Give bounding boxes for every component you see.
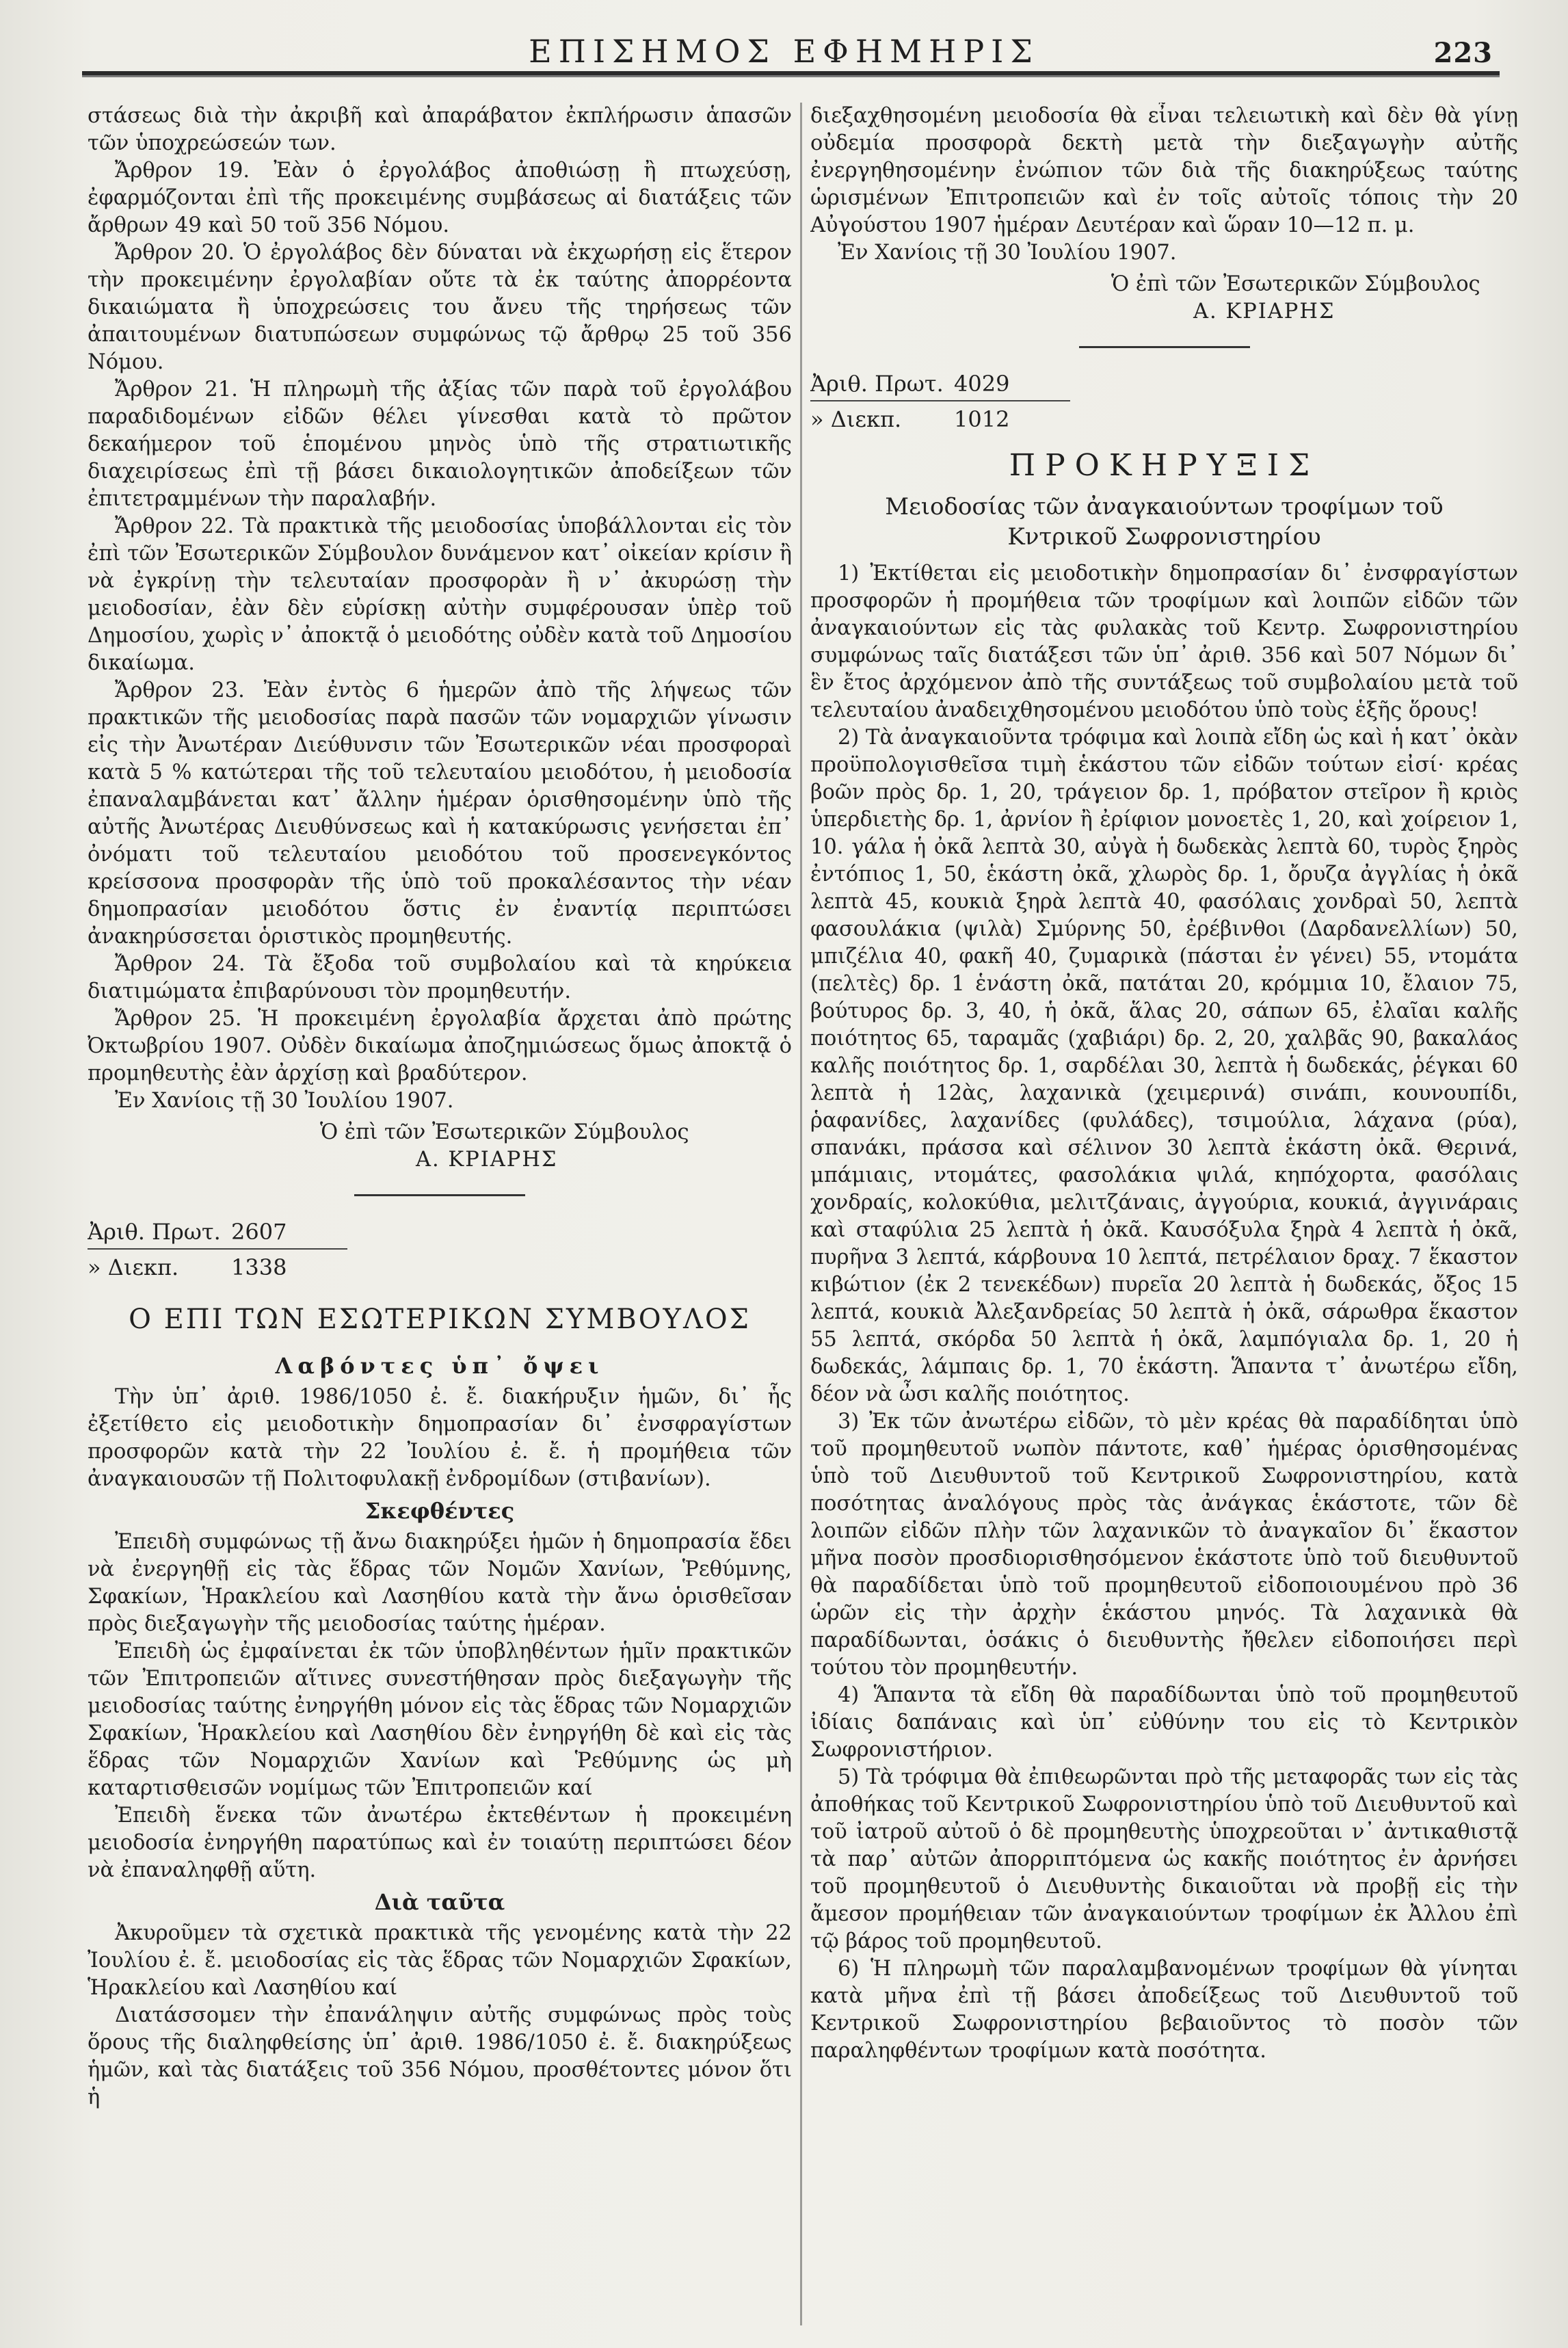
paragraph: Ἐπειδὴ συμφώνως τῇ ἄνω διακηρύξει ἡμῶν ἡ δημοπρασία ἔδει νὰ ἐνεργηθῇ εἰς τὰς ἕδρας τῶν Νομῶν Χανίων, Ῥεθύμνης, Σφακίων, Ἡρακλείου καὶ Λασηθίου κατὰ τὴν ἄνω ὁρισθεῖσαν πρὸς διεξαγωγὴν τῆς μειοδοσίας ταύτης ἡμέραν. [88, 1530, 792, 1636]
paragraph: Ἐπειδὴ ὡς ἐμφαίνεται ἐκ τῶν ὑποβληθέντων ἡμῖν πρακτικῶν τῶν Ἐπιτροπειῶν αἵτινες συνεστήθησαν πρὸς διεξαγωγὴν τῆς μειοδοσίας ταύτης ἐνηργήθη μόνον εἰς τὰς ἕδρας τῶν Νομαρχιῶν Σφακίων, Ἡρακλείου καὶ Λασηθίου δὲν ἐνηργήθη δὲ καὶ εἰς τὰς ἕδρας τῶν Νομαρχιῶν Χανίων καὶ Ῥεθύμνης ὡς μὴ καταρτισθεισῶν νομίμως τῶν Ἐπιτροπειῶν καί [88, 1639, 792, 1800]
article-25: Ἄρθρον 25. Ἡ προκειμένη ἐργολαβία ἄρχεται ἀπὸ πρώτης Ὀκτωβρίου 1907. Οὐδὲν δικαίωμα ἀποζημιώσεως ὅμως ἀποκτᾷ ὁ προμηθευτὴς ἐὰν ἀρχίσῃ καὶ βραδύτερον. [88, 1007, 792, 1085]
reference-numbers [88, 1217, 792, 1282]
section-divider [1079, 346, 1250, 348]
protocol-number: 4029 [954, 371, 1010, 397]
signature-name: Α. ΚΡΙΑΡΗΣ [1193, 300, 1336, 324]
section-divider [354, 1194, 525, 1196]
clause-2: 2) Τὰ ἀναγκαιοῦντα τρόφιμα καὶ λοιπὰ εἴδη ὡς καὶ ἡ κατ᾽ ὀκὰν προϋπολογισθεῖσα τιμὴ ἑκάστου τῶν εἰδῶν τούτων εἰσί· κρέας βοῶν πρὸς δρ. 1, 20, τράγειον δρ. 1, πρόβατον στεῖρον ἢ κριὸς ὑπερδιετὴς δρ. 1, ἀρνίον ἢ ἐρίφιον μονοετὲς 1, 20, καὶ χοίρειον 1, 10. γάλα ἡ ὀκᾶ λεπτὰ 30, αὐγὰ ἡ δωδεκὰς λεπτὰ 60, τυρὸς ξηρὸς ἐντόπιος 1, 50, ἑκάστη ὀκᾶ, χλωρὸς δρ. 1, ὄρυζα ἀγγλίας ἡ ὀκᾶ λεπτὰ 45, κουκιὰ ξηρὰ λεπτὰ 40, φασόλαις χονδραὶ 50, λεπτὰ φασουλάκια (ψιλὰ) Σμύρνης 50, ἐρέβινθοι (Δαρδανελλίων) 50, μπιζέλια 40, φακῆ 40, ζυμαρικὰ (πάσται ἐν γένει) 55, ντομάτα (πελτὲς) δρ. 1 ἑνάστη ὀκᾶ, πατάται 20, κρόμμια 10, ἔλαιον 75, βούτυρος δρ. 3, 40, ἡ ὀκᾶ, ἅλας 20, σάπων 65, ἐλαῖαι καλῆς ποιότητος 65, ταραμᾶς (χαβιάρι) δρ. 2, 20, χαλβᾶς 90, βακαλάος καλῆς ποιότητος δρ. 1, σαρδέλαι 30, λεπτὰ ἡ δωδεκάς, ῥέγκαι 60 λεπτὰ ἡ 12ὰς, λαχανικὰ (χειμερινά) σινάπι, κουνουπίδι, ῥαφανίδες, λαχανίδες (φυλάδες), τσιμούλια, λάχανα (ρύα), σπανάκι, πράσσα καὶ σέλινον 30 λεπτὰ ἑκάστη ὀκᾶ. Θερινά, μπάμιαις, ντομάτες, φασολάκια ψιλά, κηπόχορτα, φασόλαις χονδραίς, κολοκύθια, μελιτζάναις, ἀγγούρια, κουκιά, ἀγγινάραις καὶ σταφύλια 25 λεπτὰ ἡ ὀκᾶ. Καυσόξυλα ξηρὰ 4 λεπτὰ ἡ ὀκᾶ, πυρῆνα 3 λεπτά, κάρβουνα 10 λεπτά, πετρέλαιον δραχ. 7 ἕκαστον κιβώτιον (ἐκ 2 τενεκέδων) πυρεῖα 20 λεπτὰ ἡ δωδεκάς, ὄξος 15 λεπτά, κουκιὰ Ἀλεξανδρείας 50 λεπτὰ ἡ ὀκᾶ, σάρωθρα ἕκαστον 55 λεπτά, σκόρδα 50 λεπτὰ ἡ ὀκᾶ, λαμπόγιαλα δρ. 1, 20 ἡ δωδεκάς, λάμπαις δρ. 1, 70 ἑκάστη. Ἅπαντα τ᾽ ἀνωτέρω εἴδη, δέον νὰ ὦσι καλῆς ποιότητος. [810, 726, 1518, 1406]
left-column [88, 103, 792, 2325]
paragraph: διεξαχθησομένη μειοδοσία θὰ εἶναι τελειωτικὴ καὶ δὲν θὰ γίνῃ οὐδεμία προσφορὰ δεκτὴ μετὰ τὴν διεξαγωγὴν αὐτῆς ἐνεργηθησομένην ἐνώπιον τῶν διὰ τῆς διακηρύξεως ταύτης ὡρισμένων Ἐπιτροπειῶν καὶ ἐν τοῖς αὐτοῖς τόποις τὴν 20 Αὐγούστου 1907 ἡμέραν Δευτέραν καὶ ὥραν 10—12 π. μ. [810, 104, 1518, 237]
signature-name: Α. ΚΡΙΑΡΗΣ [416, 1148, 558, 1172]
protocol-label: Ἀριθ. Πρωτ. [88, 1219, 221, 1245]
reference-rule [810, 400, 1070, 401]
newspaper-title: ΕΠΙΣΗΜΟΣ ΕΦΗΜΗΡΙΣ [529, 33, 1039, 70]
clause-4: 4) Ἅπαντα τὰ εἴδη θὰ παραδίδωνται ὑπὸ τοῦ προμηθευτοῦ ἰδίαις δαπάναις καὶ ὑπ᾽ εὐθύνην του εἰς τὸ Κεντρικὸν Σωφρονιστήριον. [810, 1683, 1518, 1762]
dispatch-label: » Διεκπ. [810, 406, 902, 432]
reference-rule [88, 1248, 347, 1250]
subheading: Σκεφθέντες [364, 1498, 515, 1524]
paragraph: Τὴν ὑπ᾽ ἀριθ. 1986/1050 ἐ. ἔ. διακήρυξιν ἡμῶν, δι᾽ ἧς ἐξετίθετο εἰς μειοδοτικὴν δημοπρασίαν δι᾽ ἐνσφραγίστων προσφορῶν κατὰ τὴν 22 Ἰουλίου ἐ. ἔ. ἡ προμήθεια τῶν ἀναγκαιουσῶν τῇ Πολιτοφυλακῇ ἐνδρομίδων (στιβανίων). [88, 1385, 792, 1491]
section-heading: Ο ΕΠΙ ΤΩΝ ΕΣΩΤΕΡΙΚΩΝ ΣΥΜΒΟΥΛΟΣ [129, 1304, 751, 1335]
article-19: Ἄρθρον 19. Ἐὰν ὁ ἐργολάβος ἀποθιώσῃ ἢ πτωχεύσῃ, ἐφαρμόζονται ἐπὶ τῆς προκειμένης συμβάσεως αἱ διατάξεις τῶν ἄρθρων 49 καὶ 50 τοῦ 356 Νόμου. [88, 159, 792, 237]
page-header [75, 27, 1493, 75]
signature-block [88, 1119, 792, 1174]
page-number: 223 [1433, 37, 1493, 69]
proclamation-subtitle-2: Κντρικοῦ Σωφρονιστηρίου [1007, 523, 1321, 551]
paragraph: Ἐπειδὴ ἕνεκα τῶν ἀνωτέρω ἐκτεθέντων ἡ προκειμένη μειοδοσία ἐνηργήθη παρατύπως καὶ ἐν τοιαύτῃ περιπτώσει δέον νὰ ἐπαναληφθῇ αὕτη. [88, 1804, 792, 1882]
dispatch-label: » Διεκπ. [88, 1254, 179, 1280]
clause-6: 6) Ἡ πληρωμὴ τῶν παραλαμβανομένων τροφίμων θὰ γίνηται κατὰ μῆνα ἐπὶ τῇ βάσει ἀποδείξεως τοῦ Διευθυντοῦ τοῦ Κεντρικοῦ Σωφρονιστηρίου βεβαιοῦντος τὸ ποσὸν τῶν παραληφθέντων τροφίμων κατὰ ποσότητα. [810, 1957, 1518, 2063]
column-divider [800, 103, 802, 2325]
dispatch-number: 1012 [954, 406, 1010, 432]
subheading: Διὰ ταῦτα [374, 1889, 505, 1915]
date-line: Ἐν Χανίοις τῇ 30 Ἰουλίου 1907. [115, 1089, 454, 1113]
spaced-heading: Λαβόντες ὑπ᾽ ὄψει [275, 1353, 604, 1379]
article-21: Ἄρθρον 21. Ἡ πληρωμὴ τῆς ἀξίας τῶν παρὰ τοῦ ἐργολάβου παραδιδομένων εἰδῶν θέλει γίνεσθαι κατὰ τὸ πρῶτον δεκαήμερον τοῦ ἑπομένου μηνὸς ὑπὸ τῆς στρατιωτικῆς διαχειρίσεως ἐπὶ τῇ βάσει δικαιολογητικῶν ἀποδείξεων τῶν ἐπιτετραμμένων τὴν παραλαβήν. [88, 378, 792, 511]
article-20: Ἄρθρον 20. Ὁ ἐργολάβος δὲν δύναται νὰ ἐκχωρήσῃ εἰς ἕτερον τὴν προκειμένην ἐργολαβίαν οὔτε τὰ ἐκ ταύτης ἀπορρέοντα δικαιώματα ἢ ὑποχρεώσεις του ἄνευ τῆς τηρήσεως τῶν ἀπαιτουμένων διατυπώσεων συμφώνως τῷ ἄρθρῳ 25 τοῦ 356 Νόμου. [88, 241, 792, 374]
dispatch-number: 1338 [231, 1254, 287, 1280]
clause-5: 5) Τὰ τρόφιμα θὰ ἐπιθεωρῶνται πρὸ τῆς μεταφορᾶς των εἰς τὰς ἀποθήκας τοῦ Κεντρικοῦ Σωφρονιστηρίου ὑπὸ τοῦ Διευθυντοῦ καὶ τοῦ ἰατροῦ αὐτοῦ ὁ δὲ προμηθευτὴς ὑποχρεοῦται ν᾽ ἀντικαθιστᾷ τὰ παρ᾽ αὐτῶν ἀπορριπτόμενα ὡς κακῆς ποιότητος ἐν ἀρνήσει τοῦ προμηθευτοῦ ὁ Διευθυντὴς δικαιοῦται νὰ προβῇ εἰς τὴν ἄμεσον προμήθειαν τῶν ἀναγκαιούντων τροφίμων ἐκ Ἀλλου ἐπὶ τῷ βάρος τοῦ προμηθευτοῦ. [810, 1765, 1518, 1953]
date-line: Ἐν Χανίοις τῇ 30 Ἰουλίου 1907. [838, 241, 1177, 265]
clause-3: 3) Ἐκ τῶν ἀνωτέρω εἰδῶν, τὸ μὲν κρέας θὰ παραδίδηται ὑπὸ τοῦ προμηθευτοῦ νωπὸν πάντοτε, καθ᾽ ἡμέρας ὁρισθησομένας ὑπὸ τοῦ Διευθυντοῦ τοῦ Κεντρικοῦ Σωφρονιστηρίου, κατὰ ποσότητας ἀναλόγους πρὸς τὰς ἀνάγκας ἑκάστοτε, τῶν δὲ λοιπῶν εἰδῶν πλὴν τῶν λαχανικῶν τὸ ἀναγκαῖον δι᾽ ἕκαστον μῆνα ποσὸν προσδιορισθησόμενον ἑκάστοτε ὑπὸ τοῦ διευθυντοῦ θὰ παραδίδεται ὑπὸ τοῦ προμηθευτοῦ εἰδοποιουμένου πρὸ 36 ὡρῶν εἰς τὴν ἀρχὴν ἑκάστου μηνός. Τὰ λαχανικὰ θὰ παραδίδωνται, ὁσάκις ὁ διευθυντὴς ἤθελεν εἰδοποιήσει περὶ τούτου τὸν προμηθευτήν. [810, 1410, 1518, 1680]
header-rule [82, 71, 1500, 77]
clause-1: 1) Ἐκτίθεται εἰς μειοδοτικὴν δημοπρασίαν δι᾽ ἐνσφραγίστων προσφορῶν ἡ προμήθεια τῶν τροφίμων καὶ λοιπῶν εἰδῶν τῶν ἀναγκαιούντων εἰς τὰς φυλακὰς τοῦ Κεντρ. Σωφρονιστηρίου συμφώνως ταῖς διατάξεσι τῶν ὑπ᾽ ἀριθ. 356 καὶ 507 Νόμων δι᾽ ἓν ἔτος ἀρχόμενον ἀπὸ τῆς συντάξεως τοῦ συμβολαίου μετὰ τοῦ τελευταίου ἀναδειχθησομένου μειοδότου ὑπὸ τοὺς ἑξῆς ὅρους! [810, 562, 1518, 722]
article-24: Ἄρθρον 24. Τὰ ἔξοδα τοῦ συμβολαίου καὶ τὰ κηρύκεια διατιμώματα ἐπιβαρύνουσι τὸν προμηθευτήν. [88, 952, 792, 1003]
proclamation-heading: ΠΡΟΚΗΡΥΞΙΣ [1009, 448, 1320, 483]
article-23: Ἄρθρον 23. Ἐὰν ἐντὸς 6 ἡμερῶν ἀπὸ τῆς λήψεως τῶν πρακτικῶν τῆς μειοδοσίας παρὰ πασῶν τῶν νομαρχιῶν γίνωσιν εἰς τὴν Ἀνωτέραν Διεύθυνσιν τῶν Ἐσωτερικῶν νέαι προσφοραὶ κατὰ 5 % κατώτεραι τῆς τοῦ τελευταίου μειοδότου, ἡ μειοδοσία ἐπαναλαμβάνεται κατ᾽ ἄλλην ἡμέραν ὁρισθησομένην ὑπὸ τῆς αὐτῆς Ἀνωτέρας Διευθύνσεως καὶ ἡ κατακύρωσις γενήσεται ἐπ᾽ ὀνόματι τοῦ τελευταίου μειοδότου τοῦ προσενεγκόντος κρείσσονα προσφορὰν τῆς ὑπὸ τοῦ προκαλέσαντος τὴν νέαν δημοπρασίαν μειοδότου ὅστις ἐν ἐναντίᾳ περιπτώσει ἀνακηρύσσεται ὁριστικὸς προμηθευτής. [88, 678, 792, 949]
proclamation-subtitle-1: Μειοδοσίας τῶν ἀναγκαιούντων τροφίμων τοῦ [885, 493, 1444, 520]
signature-title: Ὁ ἐπὶ τῶν Ἐσωτερικῶν Σύμβουλος [320, 1120, 689, 1144]
reference-numbers [810, 369, 1518, 434]
right-column [810, 103, 1518, 2325]
paragraph: Διατάσσομεν τὴν ἐπανάληψιν αὐτῆς συμφώνως πρὸς τοὺς ὅρους τῆς διαληφθείσης ὑπ᾽ ἀριθ. 1986/1050 ἐ. ἔ. διακηρύξεως ἡμῶν, καὶ τὰς διατάξεις τοῦ 356 Νόμου, προσθέτοντες μόνον ὅτι ἡ [88, 2003, 792, 2109]
article-22: Ἄρθρον 22. Τὰ πρακτικὰ τῆς μειοδοσίας ὑποβάλλονται εἰς τὸν ἐπὶ τῶν Ἐσωτερικῶν Σύμβουλον δυνάμενον κατ᾽ οἰκείαν κρίσιν ἢ νὰ ἐγκρίνῃ τὴν τελευταίαν προσφορὰν ἢ ν᾽ ἀκυρώσῃ τὴν μειοδοσίαν, ἐὰν δὲν εὑρίσκῃ αὐτὴν συμφέρουσαν ὑπὲρ τοῦ Δημοσίου, χωρὶς ν᾽ ἀποκτᾷ ὁ μειοδότης οὐδὲν κατὰ τοῦ Δημοσίου δικαίωμα. [88, 514, 792, 675]
spacer [810, 552, 1518, 560]
signature-title: Ὁ ἐπὶ τῶν Ἐσωτερικῶν Σύμβουλος [1111, 272, 1480, 296]
protocol-number: 2607 [231, 1219, 287, 1245]
protocol-label: Ἀριθ. Πρωτ. [810, 371, 944, 397]
paragraph: στάσεως διὰ τὴν ἀκριβῆ καὶ ἀπαράβατον ἐκπλήρωσιν ἁπασῶν τῶν ὑποχρεώσεών των. [88, 104, 792, 155]
signature-block [810, 271, 1518, 326]
paragraph: Ἀκυροῦμεν τὰ σχετικὰ πρακτικὰ τῆς γενομένης κατὰ τὴν 22 Ἰουλίου ἐ. ἔ. μειοδοσίας εἰς τὰς ἕδρας τῶν Νομαρχιῶν Σφακίων, Ἡρακλείου καὶ Λασηθίου καί [88, 1921, 792, 2000]
